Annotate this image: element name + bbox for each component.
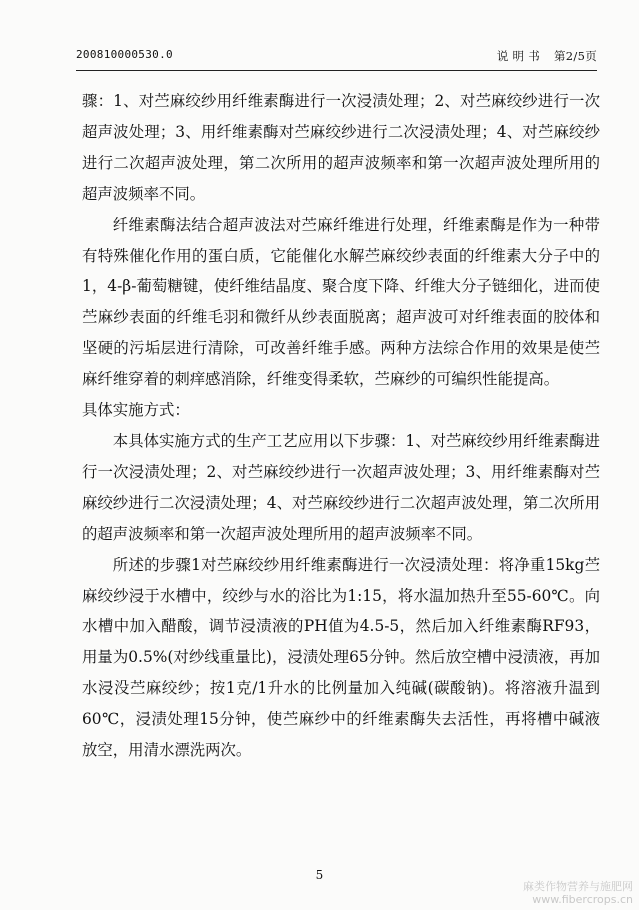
paragraph-principle: 纤维素酶法结合超声波法对苎麻纤维进行处理，纤维素酶是作为一种带有特殊催化作用的蛋白质，它能催化水解苎麻绞纱表面的纤维素大分子中的1，4-β-葡萄糖键，使纤维结晶度、聚合度下降、纤维大分子链细化，进而使苎麻纱表面的纤维毛羽和微纤从纱表面脱离；超声波可对纤维表面的胶体和坚硬的污垢层进行清除，可改善纤维手感。两种方法综合作用的效果是使苎麻纤维穿着的刺痒感消除，纤维变得柔软，苎麻纱的可编织性能提高。 — [82, 215, 600, 389]
section-heading: 具体实施方式： — [82, 401, 190, 420]
watermark-site-name: 麻类作物营养与施肥网 — [523, 880, 633, 893]
doc-type: 说 明 书 — [496, 49, 541, 63]
body-text — [82, 86, 600, 766]
paragraph-steps-continued: 骤：1、对苎麻绞纱用纤维素酶进行一次浸渍处理；2、对苎麻绞纱进行一次超声波处理；3、用纤维素酶对苎麻绞纱进行二次浸渍处理；4、对苎麻绞纱进行二次超声波处理，第二次所用的超声波频率和第一次超声波处理所用的超声波频率不同。 — [82, 92, 600, 203]
header-divider — [76, 70, 597, 71]
watermark-url: www.fibercrops.cn — [532, 893, 633, 906]
paragraph-step-one: 所述的步骤1对苎麻绞纱用纤维素酶进行一次浸渍处理：将净重15kg苎麻绞纱浸于水槽中，绞纱与水的浴比为1:15，将水温加热升至55-60℃。向水槽中加入醋酸，调节浸渍液的PH值为4.5-5，然后加入纤维素酶RF93，用量为0.5%(对纱线重量比)，浸渍处理65分钟。然后放空槽中浸渍液，再加水浸没苎麻绞纱；按1克/1升水的比例量加入纯碱(碳酸钠)。将溶液升温到60℃，浸渍处理15分钟，使苎麻纱中的纤维素酶失去活性，再将槽中碱液放空，用清水漂洗两次。 — [82, 555, 600, 760]
watermark — [523, 880, 633, 906]
page-info: 第2/5页 — [553, 49, 597, 63]
header-right-group — [487, 48, 597, 64]
page-number: 5 — [315, 868, 324, 882]
paragraph-embodiment: 本具体实施方式的生产工艺应用以下步骤：1、对苎麻绞纱用纤维素酶进行一次浸渍处理；2、对苎麻绞纱进行一次超声波处理；3、用纤维素酶对苎麻绞纱进行二次浸渍处理；4、对苎麻绞纱进行二次超声波处理，第二次所用的超声波频率和第一次超声波处理所用的超声波频率不同。 — [82, 431, 600, 543]
doc-number: 200810000530.0 — [76, 48, 173, 61]
page-header — [76, 48, 597, 68]
